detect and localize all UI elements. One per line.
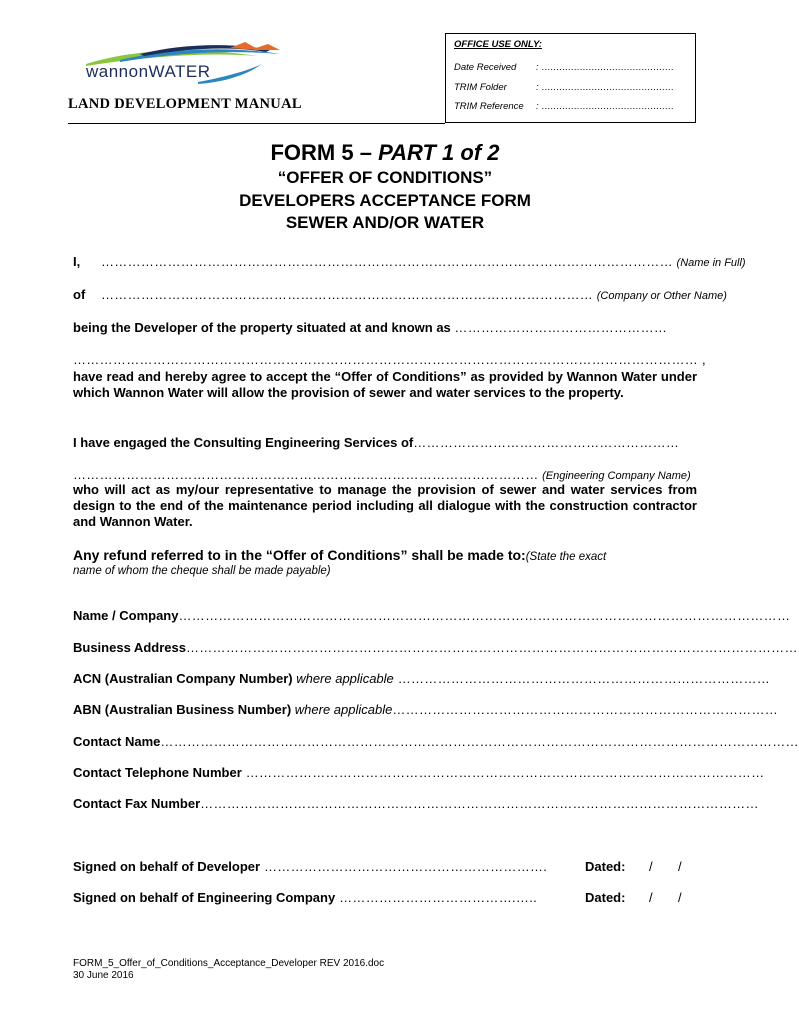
- contact-fax-field[interactable]: [73, 796, 759, 811]
- eng-company-note: (Engineering Company Name): [542, 470, 691, 482]
- signature-label: Signed on behalf of Engineering Company: [73, 890, 336, 905]
- contact-name-field[interactable]: [73, 734, 799, 749]
- abn-field[interactable]: [73, 702, 779, 717]
- signature-label: Signed on behalf of Developer: [73, 859, 261, 874]
- engaged-text: I have engaged the Consulting Engineering Services of: [73, 435, 414, 450]
- title-acceptance: DEVELOPERS ACCEPTANCE FORM: [239, 191, 531, 210]
- business-address-field[interactable]: [73, 640, 798, 655]
- engineering-signature-line[interactable]: [73, 890, 553, 905]
- field-label: ACN (Australian Company Number): [73, 671, 297, 686]
- form-title-number: FORM 5 –: [270, 140, 379, 165]
- office-row-label: TRIM Reference: [454, 101, 524, 112]
- field-dots: ……………………………………………………………………………: [392, 702, 779, 717]
- developer-text: being the Developer of the property situated at and known as: [73, 320, 451, 335]
- field-dots: ………………………………………………………………………………………………………………: [200, 796, 759, 811]
- engaged-dots: ……………………………………………………: [413, 435, 680, 450]
- name-dots: …………………………………………………………………………………………………………………: [101, 254, 673, 269]
- manual-title: LAND DEVELOPMENT MANUAL: [68, 96, 302, 112]
- property-address-line[interactable]: [73, 352, 706, 367]
- field-dots: ………………………………………………………………………………………………………………………………: [160, 734, 799, 749]
- developer-dated-label: Dated:: [585, 859, 626, 874]
- field-label: Contact Fax Number: [73, 796, 201, 811]
- address-dots: …………………………………………………………………………………………………………………………… ,: [73, 352, 706, 367]
- field-label: ABN (Australian Business Number): [73, 702, 295, 717]
- property-line[interactable]: [73, 320, 697, 335]
- engineering-company-line[interactable]: [73, 467, 697, 482]
- date-separator: /: [678, 859, 682, 874]
- field-dots: …………………………………………………………………………: [393, 671, 771, 686]
- acn-field[interactable]: [73, 671, 771, 686]
- header-rule: [68, 123, 445, 124]
- office-row-field: : .............................................: [536, 62, 675, 73]
- office-row-field: : .............................................: [536, 82, 675, 93]
- field-dots: …………………………………………………………………………………………………………………………: [185, 640, 798, 655]
- field-qualifier: where applicable: [294, 702, 393, 717]
- name-company-field[interactable]: [73, 608, 791, 623]
- of-label: of: [73, 287, 86, 302]
- refund-heading: [73, 547, 697, 563]
- field-label: Business Address: [73, 640, 186, 655]
- office-use-heading: OFFICE USE ONLY:: [454, 39, 542, 50]
- i-label: I,: [73, 254, 81, 269]
- field-label: Name / Company: [73, 608, 179, 623]
- engineering-services-line[interactable]: [73, 435, 697, 450]
- developer-signature-line[interactable]: [73, 859, 553, 874]
- field-label: Contact Name: [73, 734, 161, 749]
- office-row-field: : .............................................: [536, 101, 675, 112]
- form-title: [0, 140, 770, 166]
- refund-note: (State the exact: [525, 551, 607, 563]
- footer-filename: FORM_5_Offer_of_Conditions_Acceptance_Developer REV 2016.doc: [73, 958, 385, 969]
- field-dots: ………………………………………………………………………………………………………: [241, 765, 765, 780]
- office-row-label: Date Received: [454, 62, 517, 73]
- company-line[interactable]: [73, 287, 727, 302]
- representative-paragraph: who will act as my/our representative to manage the provision of sewer and water services from design to the end of the maintenance period including all dialogue with the construction contractor and Wannon Water.: [73, 482, 697, 529]
- field-dots: …………………………………………………………………………………………………………………………: [178, 608, 791, 623]
- eng-company-dots: ……………………………………………………………………………………………: [73, 467, 539, 482]
- date-separator: /: [649, 890, 653, 905]
- footer-date: 30 June 2016: [73, 970, 134, 981]
- date-separator: /: [678, 890, 682, 905]
- company-note: (Company or Other Name): [596, 290, 727, 302]
- form-title-part: PART 1 of 2: [378, 140, 500, 165]
- field-qualifier: where applicable: [296, 671, 394, 686]
- company-dots: …………………………………………………………………………………………………: [101, 287, 594, 302]
- office-use-box: [445, 33, 696, 123]
- engineering-dated-label: Dated:: [585, 890, 626, 905]
- refund-text: Any refund referred to in the “Offer of Conditions” shall be made to:: [73, 547, 526, 563]
- brand-wordmark: wannonWATER: [86, 62, 211, 81]
- document-footer: [73, 958, 384, 982]
- date-separator: /: [649, 859, 653, 874]
- agreement-paragraph: have read and hereby agree to accept the “Offer of Conditions” as provided by Wannon Water under which Wannon Water will allow the provision of sewer and water services to the property.: [73, 369, 697, 400]
- refund-note-continued: name of whom the cheque shall be made payable): [73, 565, 331, 577]
- signature-dots: ……………………………………………………….: [260, 859, 548, 874]
- office-row-label: TRIM Folder: [454, 82, 507, 93]
- name-in-full-line[interactable]: [73, 254, 746, 269]
- contact-telephone-field[interactable]: [73, 765, 765, 780]
- title-sewer-water: SEWER AND/OR WATER: [285, 213, 485, 232]
- property-dots: …………………………………………: [454, 320, 668, 335]
- title-offer: “OFFER OF CONDITIONS”: [277, 168, 493, 187]
- name-note: (Name in Full): [676, 257, 746, 269]
- field-label: Contact Telephone Number: [73, 765, 242, 780]
- signature-dots: ………………………………….…..: [335, 890, 538, 905]
